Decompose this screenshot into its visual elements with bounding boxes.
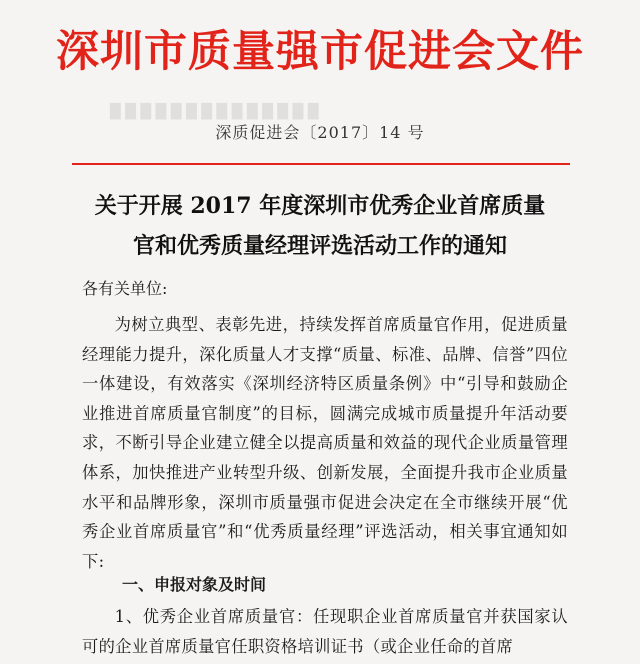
addressee: 各有关单位:	[82, 279, 168, 298]
document-masthead: 深圳市质量强市促进会文件	[56, 27, 584, 77]
document-number: 深质促进会〔2017〕14 号	[215, 123, 425, 142]
section-heading: 一、申报对象及时间	[122, 575, 267, 594]
notice-title-line2: 官和优秀质量经理评选活动工作的通知	[132, 233, 507, 259]
bleed-through-decoration: █ █ █ █ █ █ █ █ █ █ █ █ █ █	[110, 104, 319, 120]
body-paragraph: 为树立典型、表彰先进，持续发挥首席质量官作用，促进质量经理能力提升，深化质量人才支撑“质量、标准、品牌、信誉”四位一体建设，有效落实《深圳经济特区质量条例》中“引导和鼓励企业推进首席质量官制度”的目标，圆满完成城市质量提升年活动要求，不断引导企业建立健全以提高质量和效益的现代企业质量管理体系，加快推进产业转型升级、创新发展，全面提升我市企业质量水平和品牌形象，深圳市质量强市促进会决定在全市继续开展“优秀企业首席质量官”和“优秀质量经理”评选活动，相关事宜通知如下:	[82, 315, 568, 571]
item-paragraph: 1、优秀企业首席质量官：任现职企业首席质量官并获国家认可的企业首席质量官任职资格培训证书（或企业任命的首席	[82, 607, 568, 656]
notice-title-line1: 关于开展 2017 年度深圳市优秀企业首席质量	[94, 193, 546, 219]
red-divider-line	[72, 163, 570, 165]
notice-title	[40, 186, 600, 266]
